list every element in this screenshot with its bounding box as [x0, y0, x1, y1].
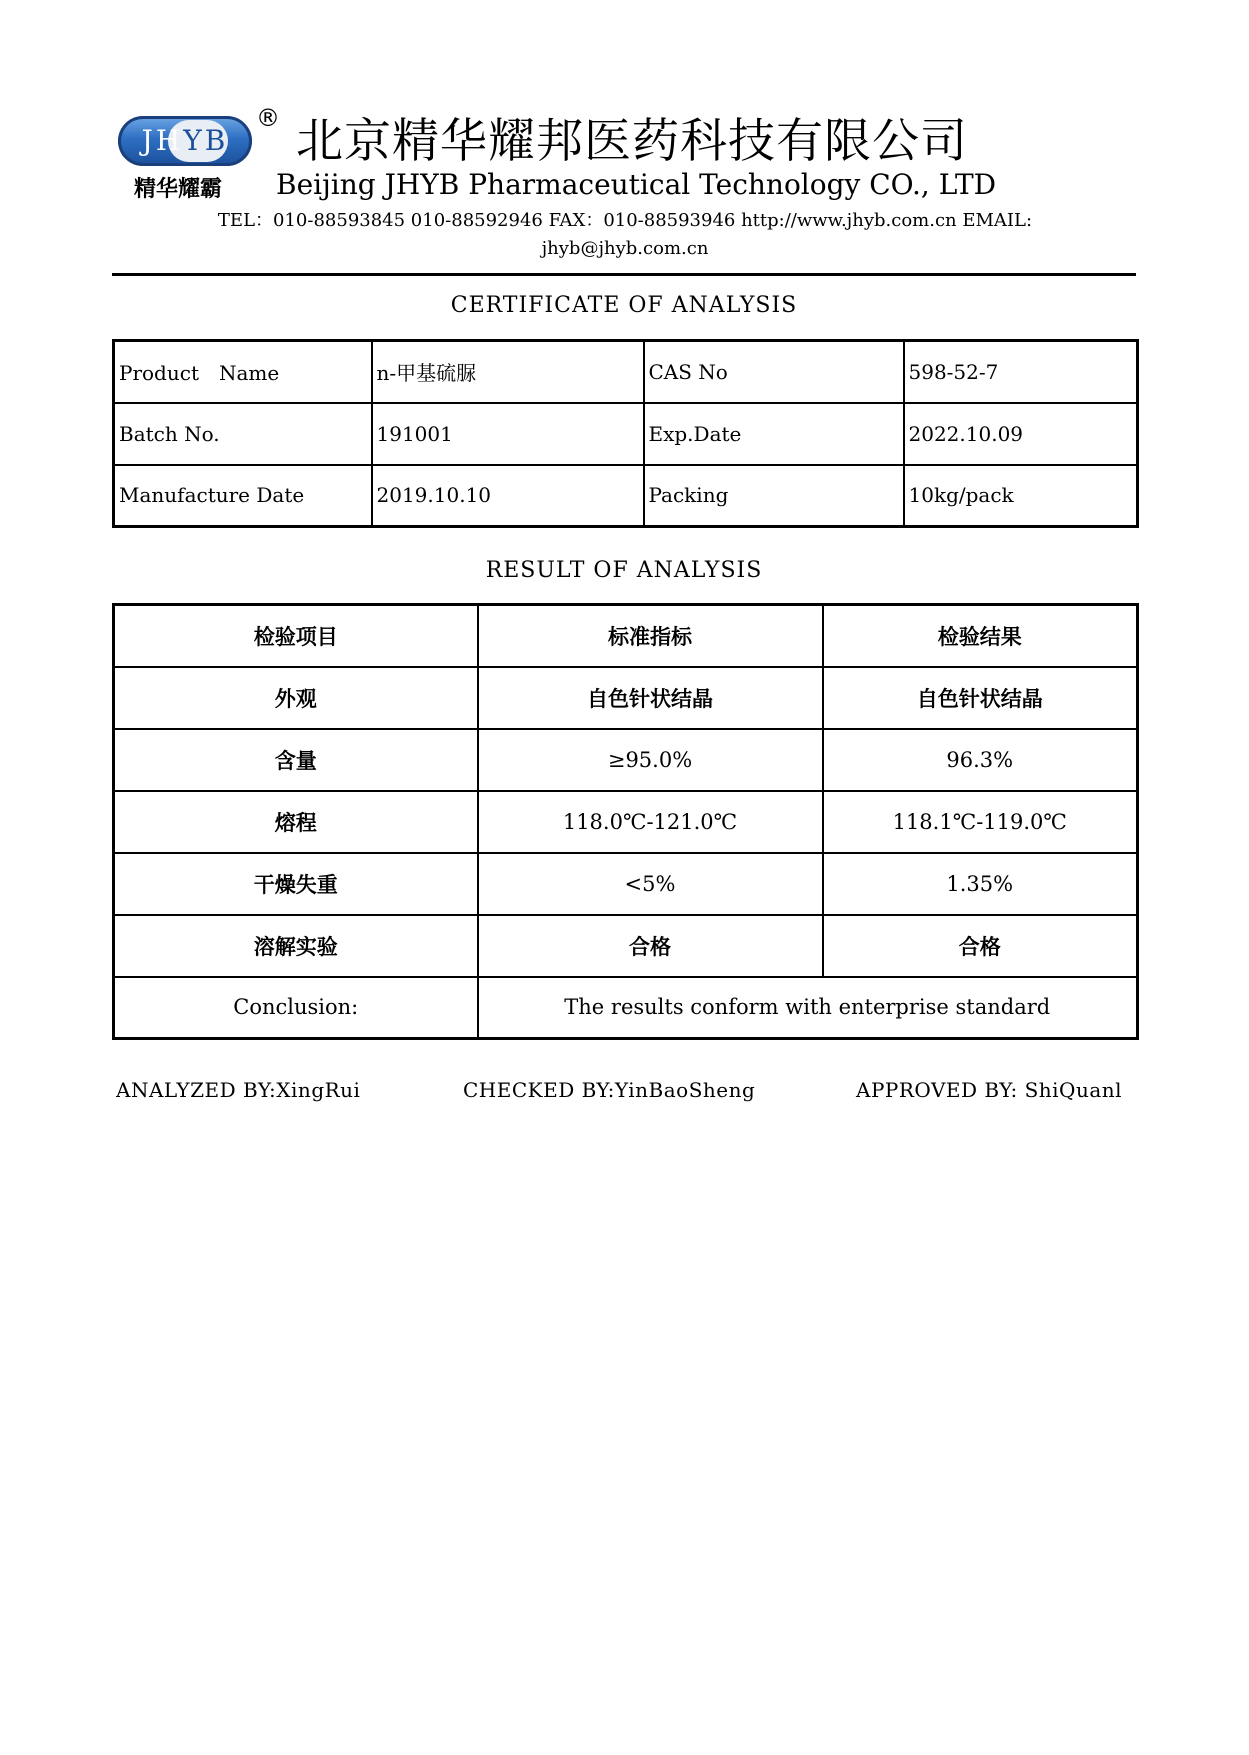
product-name-value: n-甲基硫脲	[372, 341, 644, 403]
signature-line	[116, 1078, 1136, 1108]
batch-no-label: Batch No.	[114, 403, 372, 465]
company-name-cn: 北京精华耀邦医药科技有限公司	[296, 114, 968, 169]
result-value: 合格	[823, 915, 1138, 977]
standard-value: 118.0℃-121.0℃	[478, 791, 823, 853]
column-header: 标准指标	[478, 605, 823, 667]
contact-line-2: jhyb@jhyb.com.cn	[541, 238, 709, 259]
column-header: 检验结果	[823, 605, 1138, 667]
result-value: 1.35%	[823, 853, 1138, 915]
conclusion-row	[114, 977, 1138, 1039]
table-row	[114, 667, 1138, 729]
cas-no-value: 598-52-7	[904, 341, 1138, 403]
batch-no-value: 191001	[372, 403, 644, 465]
approved-by: APPROVED BY: ShiQuanl	[856, 1078, 1123, 1102]
contact-info	[140, 207, 1110, 263]
table-row	[114, 403, 1138, 465]
contact-line-1: TEL：010-88593845 010-88592946 FAX：010-88593946 http://www.jhyb.com.cn EMAIL:	[217, 210, 1033, 231]
letterhead	[0, 0, 1249, 280]
company-logo	[118, 104, 280, 222]
standard-value: ≥95.0%	[478, 729, 823, 791]
test-item: 干燥失重	[114, 853, 478, 915]
packing-value: 10kg/pack	[904, 465, 1138, 527]
exp-date-label: Exp.Date	[644, 403, 904, 465]
table-row	[114, 341, 1138, 403]
cas-no-label: CAS No	[644, 341, 904, 403]
logo-text-dark: YB	[183, 124, 229, 157]
result-value: 96.3%	[823, 729, 1138, 791]
registered-mark: ®	[256, 104, 280, 132]
conclusion-label: Conclusion:	[114, 977, 478, 1039]
column-header: 检验项目	[114, 605, 478, 667]
manufacture-date-value: 2019.10.10	[372, 465, 644, 527]
product-info-table	[112, 339, 1139, 528]
checked-by: CHECKED BY:YinBaoSheng	[463, 1078, 756, 1102]
table-row	[114, 465, 1138, 527]
result-table	[112, 603, 1139, 1040]
conclusion-text: The results conform with enterprise standard	[478, 977, 1138, 1039]
table-header-row	[114, 605, 1138, 667]
certificate-title: CERTIFICATE OF ANALYSIS	[450, 293, 798, 318]
packing-label: Packing	[644, 465, 904, 527]
header-divider	[112, 273, 1136, 276]
standard-value: 合格	[478, 915, 823, 977]
result-value: 自色针状结晶	[823, 667, 1138, 729]
standard-value: 自色针状结晶	[478, 667, 823, 729]
test-item: 外观	[114, 667, 478, 729]
table-row	[114, 791, 1138, 853]
company-name-en: Beijing JHYB Pharmaceutical Technology CO., LTD	[276, 168, 997, 201]
standard-value: <5%	[478, 853, 823, 915]
analyzed-by: ANALYZED BY:XingRui	[116, 1078, 361, 1102]
test-item: 熔程	[114, 791, 478, 853]
logo-text-light: JH	[141, 124, 184, 157]
table-row	[114, 853, 1138, 915]
test-item: 溶解实验	[114, 915, 478, 977]
logo-subtitle: 精华耀霸	[134, 177, 223, 202]
product-name-label: Product Name	[114, 341, 372, 403]
result-title: RESULT OF ANALYSIS	[485, 558, 763, 583]
table-row	[114, 915, 1138, 977]
test-item: 含量	[114, 729, 478, 791]
logo-badge	[118, 116, 252, 166]
exp-date-value: 2022.10.09	[904, 403, 1138, 465]
table-row	[114, 729, 1138, 791]
result-value: 118.1℃-119.0℃	[823, 791, 1138, 853]
manufacture-date-label: Manufacture Date	[114, 465, 372, 527]
